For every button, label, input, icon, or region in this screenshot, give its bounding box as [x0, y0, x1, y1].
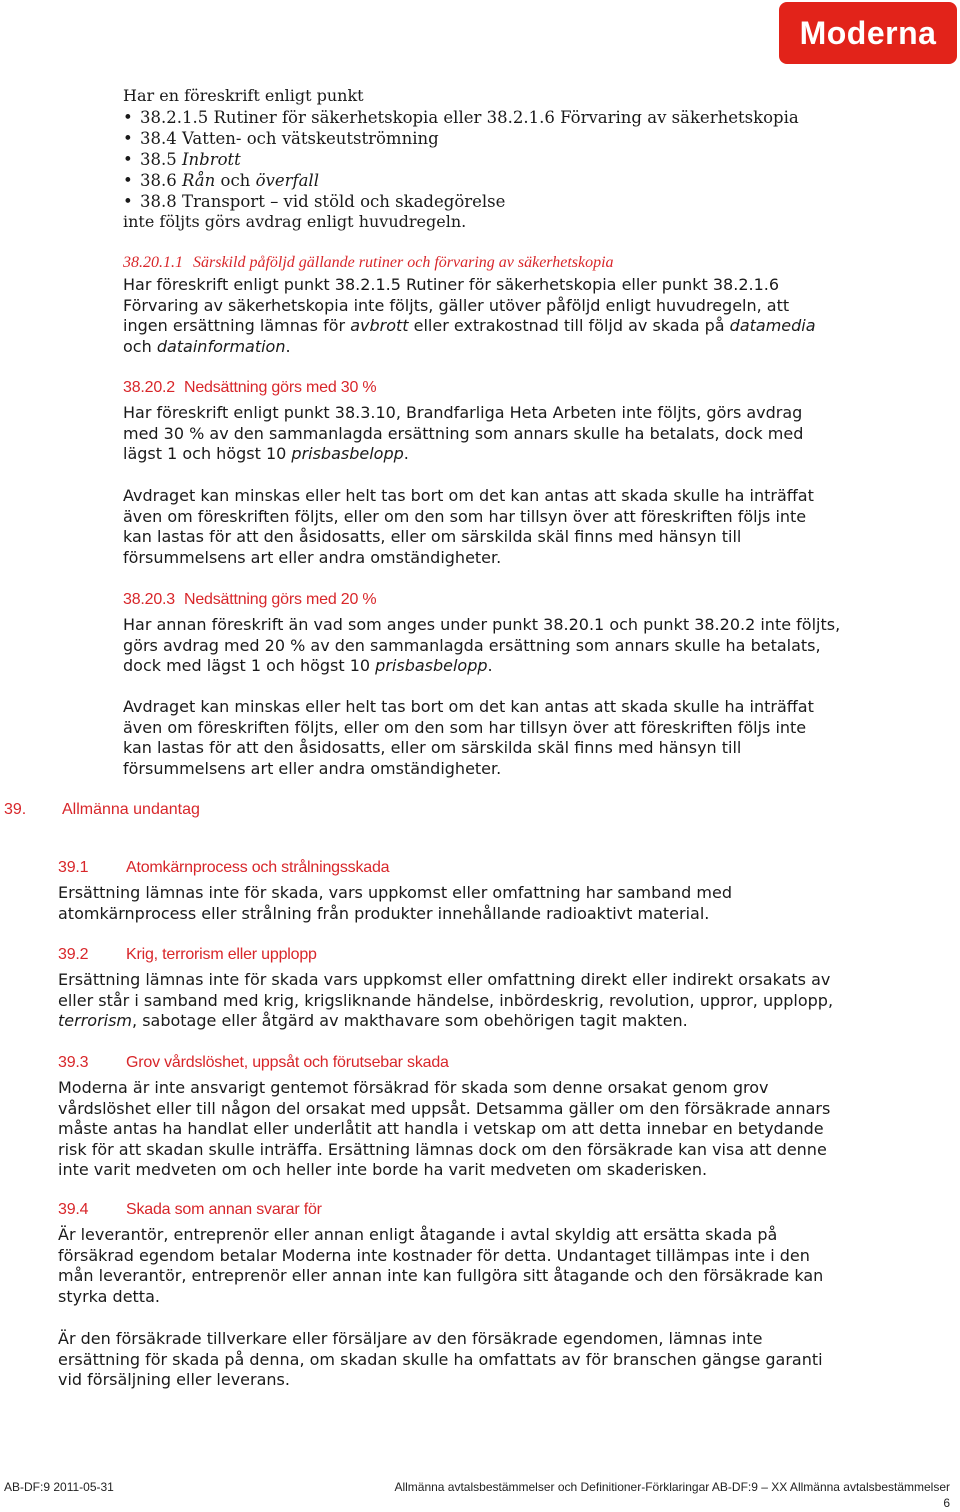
bullet-item: • 38.6 Rån och överfall [123, 170, 883, 191]
section-38-20-3-body [123, 615, 883, 677]
section-39-1-body [58, 883, 888, 924]
section-heading: 38.20.2 Nedsättning görs med 30 % [123, 379, 377, 396]
section-39-4-para2 [58, 1329, 888, 1391]
body-line: Har annan föreskrift än vad som anges under punkt 38.20.1 och punkt 38.20.2 inte följts, [123, 615, 841, 634]
body-line: kan lastas för att den åsidosatts, eller om särskilda skäl finns med hänsyn till [123, 738, 742, 758]
section-38-20-1-1-body [123, 275, 883, 357]
body-line: vårdslöshet eller till någon del orsakat med uppsåt. Detsamma gäller om den försäkrade annars [58, 1098, 831, 1118]
bullet-item: • 38.5 Inbrott [123, 149, 883, 170]
body-line: måste antas ha handlat eller underlåtit att handla i vetskap om att detta innebar en betydande [58, 1119, 824, 1139]
section-39 [4, 800, 604, 821]
body-line: försummelsens art eller andra omständigheter. [123, 758, 502, 778]
footer-title: Allmänna avtalsbestämmelser och Definitioner-Förklaringar AB-DF:9 – XX Allmänna avtalsbestämmelser [394, 1480, 950, 1494]
section-39-2 [58, 945, 888, 966]
page-number: 6 [943, 1496, 950, 1510]
footer-doc-id: AB-DF:9 2011-05-31 [4, 1480, 114, 1494]
body-line: styrka detta. [58, 1286, 160, 1306]
body-line: risk för att skadan skulle inträffa. Ersättning lämnas dock om den försäkrade kan visa att denne [58, 1139, 827, 1159]
section-heading: 39.2 Krig, terrorism eller upplopp [58, 946, 317, 963]
body-line: Är den försäkrade tillverkare eller försäljare av den försäkrade egendomen, lämnas inte [58, 1329, 763, 1348]
body-line: lägst 1 och högst 10 prisbasbelopp. [123, 444, 409, 464]
section-38-20-1-1 [123, 253, 883, 274]
section-39-4 [58, 1200, 888, 1221]
section-38-20-2-para2 [123, 486, 883, 568]
section-38-20-2-body [123, 403, 883, 465]
body-line: terrorism, sabotage eller åtgärd av makthavare som obehörigen tagit makten. [58, 1011, 688, 1031]
body-line: Förvaring av säkerhetskopia inte följts, gäller utöver påföljd enligt huvudregeln, att [123, 295, 790, 315]
body-line: vid försäljning eller leverans. [58, 1370, 290, 1390]
body-line: Ersättning lämnas inte för skada, vars uppkomst eller omfattning har samband med [58, 883, 733, 902]
section-39-3-body [58, 1078, 888, 1181]
chapter-heading: 39. Allmänna undantag [4, 801, 200, 818]
body-line: atomkärnprocess eller strålning från produkter innehållande radioaktivt material. [58, 903, 710, 923]
section-heading: 38.20.3 Nedsättning görs med 20 % [123, 591, 377, 608]
section-heading: 38.20.1.1 Särskild påföljd gällande rutiner och förvaring av säkerhetskopia [123, 254, 614, 271]
section-39-1 [58, 858, 888, 879]
body-line: inte varit medveten om och heller inte borde ha varit medveten om skaderisken. [58, 1160, 708, 1180]
bullet-item: • 38.2.1.5 Rutiner för säkerhetskopia eller 38.2.1.6 Förvaring av säkerhetskopia [123, 107, 883, 128]
intro-bullet-list [123, 107, 883, 212]
body-line: Avdraget kan minskas eller helt tas bort om det kan antas att skada skulle ha inträffat [123, 697, 814, 716]
body-line: dock med lägst 1 och högst 10 prisbasbelopp. [123, 656, 493, 676]
body-line: med 30 % av den sammanlagda ersättning som annars skulle ha betalats, dock med [123, 423, 804, 443]
body-line: försummelsens art eller andra omständigheter. [123, 547, 502, 567]
body-line: Avdraget kan minskas eller helt tas bort om det kan antas att skada skulle ha inträffat [123, 486, 814, 505]
body-line: ingen ersättning lämnas för avbrott eller extrakostnad till följd av skada på datamedia [123, 316, 816, 336]
body-line: Ersättning lämnas inte för skada vars uppkomst eller omfattning direkt eller indirekt orsakats av [58, 970, 831, 989]
section-39-3 [58, 1053, 888, 1074]
body-line: även om föreskriften följts, eller om den som har tillsyn över att föreskriften följs inte [123, 506, 807, 526]
body-line: kan lastas för att den åsidosatts, eller om särskilda skäl finns med hänsyn till [123, 527, 742, 547]
section-heading: 39.1 Atomkärnprocess och strålningsskada [58, 859, 390, 876]
section-38-20-2 [123, 378, 883, 399]
body-line: Är leverantör, entreprenör eller annan enligt åtagande i avtal skyldig att ersätta skada på [58, 1225, 778, 1244]
body-line: mån leverantör, entreprenör eller annan inte kan fullgöra sitt åtagande och den försäkrade kan [58, 1266, 824, 1286]
section-heading: 39.4 Skada som annan svarar för [58, 1201, 322, 1218]
body-line: ersättning för skada på denna, om skadan skulle ha omfattats av för branschen gängse garanti [58, 1349, 823, 1369]
section-39-4-body [58, 1225, 888, 1307]
body-line: görs avdrag med 20 % av den sammanlagda ersättning som annars skulle ha betalats, [123, 635, 821, 655]
bullet-item: • 38.4 Vatten- och vätskeutströmning [123, 128, 883, 149]
section-heading: 39.3 Grov vårdslöshet, uppsåt och förutsebar skada [58, 1054, 449, 1071]
body-line: försäkrad egendom betalar Moderna inte kostnader för detta. Undantaget tillämpas inte i den [58, 1245, 810, 1265]
body-line: och datainformation. [123, 336, 291, 356]
moderna-logo: Moderna [779, 2, 957, 64]
body-line: Har föreskrift enligt punkt 38.3.10, Brandfarliga Heta Arbeten inte följts, görs avdrag [123, 403, 803, 422]
intro-lead: Har en föreskrift enligt punkt [123, 86, 364, 105]
section-38-20-3 [123, 590, 883, 611]
bullet-item: • 38.8 Transport – vid stöld och skadegörelse [123, 191, 883, 212]
body-line: även om föreskriften följts, eller om den som har tillsyn över att föreskriften följs inte [123, 717, 807, 737]
section-38-20-3-para2 [123, 697, 883, 779]
body-line: Har föreskrift enligt punkt 38.2.1.5 Rutiner för säkerhetskopia eller punkt 38.2.1.6 [123, 275, 780, 294]
intro-tail: inte följts görs avdrag enligt huvudregeln. [123, 211, 467, 231]
body-line: eller står i samband med krig, krigsliknande händelse, inbördeskrig, revolution, uppror, upplopp, [58, 990, 834, 1010]
body-line: Moderna är inte ansvarigt gentemot försäkrad för skada som denne orsakat genom grov [58, 1078, 769, 1097]
section-39-2-body [58, 970, 888, 1032]
intro-block [123, 86, 883, 232]
